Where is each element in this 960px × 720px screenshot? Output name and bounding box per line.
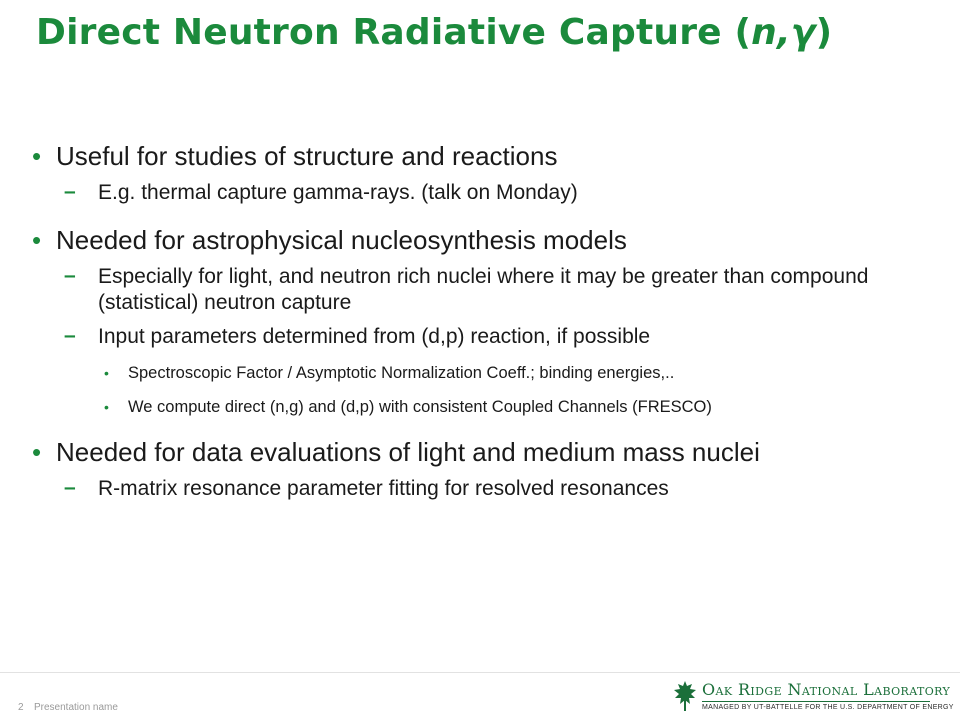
sub-bullet-1-1-text: E.g. thermal capture gamma-rays. (talk on Monday) <box>98 181 578 204</box>
slide-title-variable: n,γ <box>751 12 816 53</box>
sub-bullet-2-2-text: Input parameters determined from (d,p) reaction, if possible <box>98 325 651 348</box>
logo-rule <box>702 701 930 702</box>
sub-bullet-2-1 <box>30 264 930 316</box>
slide-title-close: ) <box>815 12 833 53</box>
sub-sub-bullet-2-2-1 <box>30 362 930 384</box>
logo-name: Oak Ridge National Laboratory <box>702 680 951 699</box>
sub-bullet-2-2 <box>30 324 930 350</box>
bullet-3 <box>30 436 930 468</box>
small-bullet-dot-icon: • <box>104 365 109 381</box>
dash-bullet-icon: – <box>64 264 76 287</box>
ornl-logo <box>672 680 954 716</box>
dash-bullet-icon: – <box>64 476 76 499</box>
sub-sub-bullet-2-2-1-text: Spectroscopic Factor / Asymptotic Normalization Coeff.; binding energies,.. <box>128 364 675 382</box>
slide-title-main: Direct Neutron Radiative Capture ( <box>36 12 752 53</box>
bullet-1 <box>30 140 930 172</box>
page-number: 2 <box>18 702 24 713</box>
bullet-1-text: Useful for studies of structure and reactions <box>56 141 558 171</box>
leaf-icon <box>672 680 698 712</box>
small-bullet-dot-icon: • <box>104 399 109 415</box>
dash-bullet-icon: – <box>64 324 76 347</box>
logo-tagline: MANAGED BY UT-BATTELLE FOR THE U.S. DEPARTMENT OF ENERGY <box>702 704 954 711</box>
footer-divider <box>0 672 960 673</box>
bullet-dot-icon: • <box>32 141 42 171</box>
sub-bullet-3-1 <box>30 476 930 502</box>
bullet-dot-icon: • <box>32 437 42 467</box>
dash-bullet-icon: – <box>64 180 76 203</box>
sub-bullet-2-1-text: Especially for light, and neutron rich nuclei where it may be greater than compound (statistical) neutron capture <box>98 265 869 314</box>
sub-sub-bullet-2-2-2 <box>30 396 930 418</box>
bullet-2-text: Needed for astrophysical nucleosynthesis models <box>56 225 627 255</box>
sub-bullet-3-1-text: R-matrix resonance parameter fitting for resolved resonances <box>98 477 669 500</box>
slide-title <box>36 12 936 53</box>
bullet-3-text: Needed for data evaluations of light and medium mass nuclei <box>56 437 760 467</box>
slide-content <box>30 140 930 502</box>
sub-sub-bullet-2-2-2-text: We compute direct (n,g) and (d,p) with consistent Coupled Channels (FRESCO) <box>128 398 712 416</box>
sub-bullet-1-1 <box>30 180 930 206</box>
bullet-2 <box>30 224 930 256</box>
bullet-dot-icon: • <box>32 225 42 255</box>
presentation-name: Presentation name <box>34 702 118 713</box>
